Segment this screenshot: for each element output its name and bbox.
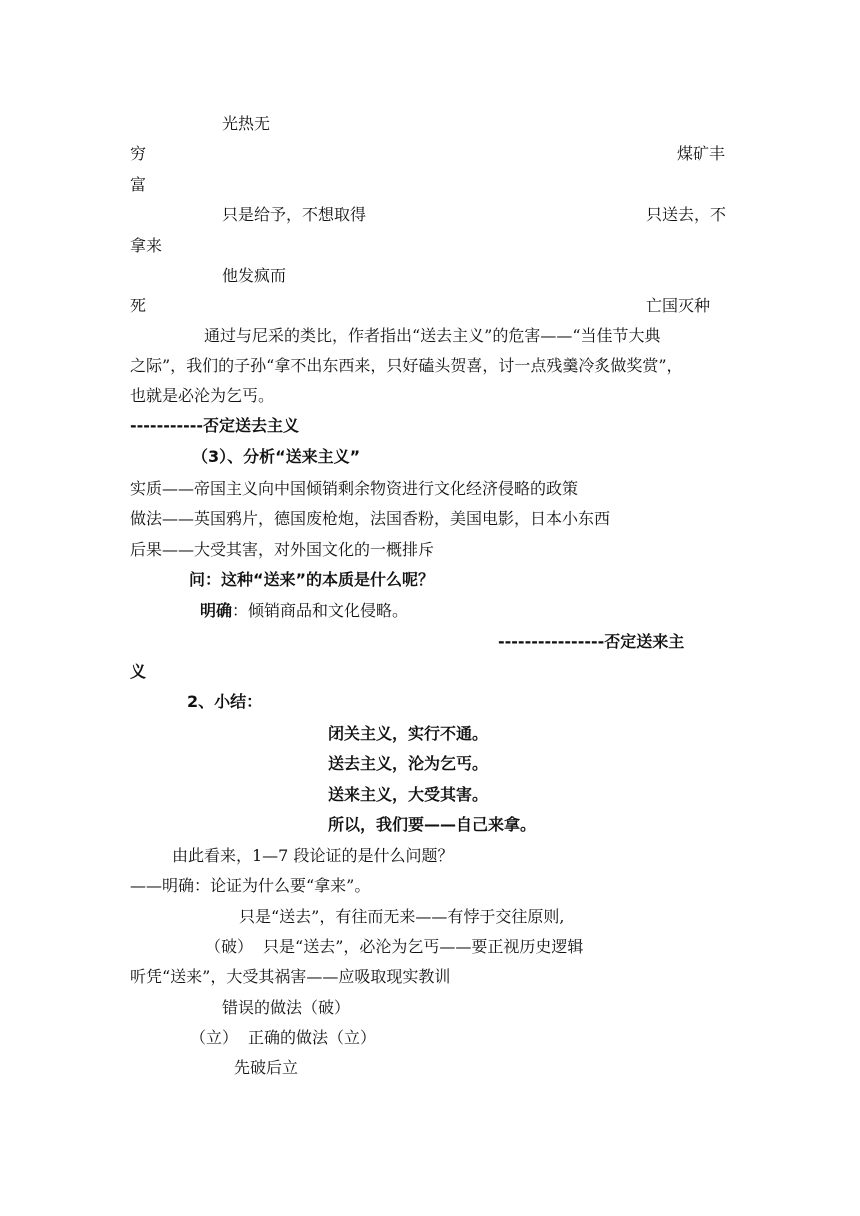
section3-result: 后果——大受其害，对外国文化的一概排斥 (130, 540, 435, 559)
summary-item-3: 送来主义，大受其害。 (328, 785, 489, 804)
section3-conclusion-b: 义 (130, 662, 147, 681)
comparison-right-3: 亡国灭种 (646, 296, 711, 315)
discussion-answer: ——明确：论证为什么要“拿来”。 (130, 876, 371, 895)
discussion-wrong: 错误的做法（破） (222, 998, 351, 1017)
discussion-point-1: 只是“送去”，有往而无来——有悖于交往原则, (239, 907, 565, 926)
comparison-left-3b: 死 (130, 296, 147, 315)
comparison-right-1b: 富 (130, 175, 147, 194)
right-text: 正确的做法（立） (248, 1028, 377, 1047)
comparison-right-2b: 拿来 (130, 236, 163, 255)
summary-item-2: 送去主义，沦为乞丐。 (328, 754, 489, 773)
section3-conclusion-a: ----------------否定送来主 (498, 632, 685, 651)
comparison-right-1a: 煤矿丰 (677, 144, 726, 163)
discussion-point-3: 听凭“送来”，大受其祸害——应吸取现实教训 (130, 967, 451, 986)
discussion-point-2 (205, 936, 583, 958)
section3-heading: （3）、分析“送来主义” (192, 447, 361, 466)
section3-method: 做法——英国鸦片，德国废枪炮，法国香粉，美国电影，日本小东西 (130, 509, 611, 528)
comparison-right-2a: 只送去，不 (646, 205, 727, 224)
analysis-line-1: 通过与尼采的类比，作者指出“送去主义”的危害——“当佳节大典 (204, 326, 661, 345)
analysis-line-3: 也就是必沦为乞丐。 (130, 386, 275, 405)
section3-answer (200, 600, 408, 622)
comparison-left-2: 只是给予，不想取得 (222, 205, 367, 224)
right-label: （立） (190, 1028, 239, 1047)
section3-essence: 实质——帝国主义向中国倾销剩余物资进行文化经济侵略的政策 (130, 479, 579, 498)
analysis-conclusion: -----------否定送去主义 (130, 416, 300, 435)
section3-question: 问：这种“送来”的本质是什么呢？ (189, 570, 435, 589)
summary-heading: 2、小结： (187, 692, 263, 711)
comparison-left-1a: 光热无 (222, 114, 271, 133)
comparison-left-3a: 他发疯而 (222, 266, 287, 285)
summary-item-1: 闭关主义，实行不通。 (328, 724, 489, 743)
discussion-right (190, 1027, 376, 1049)
comparison-left-1b: 穷 (130, 144, 147, 163)
discussion-final: 先破后立 (234, 1058, 299, 1077)
point2-label: （破） (205, 937, 254, 956)
discussion-question: 由此看来，1—7 段论证的是什么问题？ (172, 846, 454, 865)
analysis-line-2: 之际”，我们的子孙“拿不出东西来，只好磕头贺喜，讨一点残羹冷炙做奖赏”， (130, 356, 683, 375)
summary-item-4: 所以，我们要——自己来拿。 (328, 815, 537, 834)
answer-text: ：倾销商品和文化侵略。 (232, 601, 409, 620)
point2-text: 只是“送去”，必沦为乞丐——要正视历史逻辑 (263, 937, 584, 956)
answer-label: 明确 (200, 601, 233, 620)
